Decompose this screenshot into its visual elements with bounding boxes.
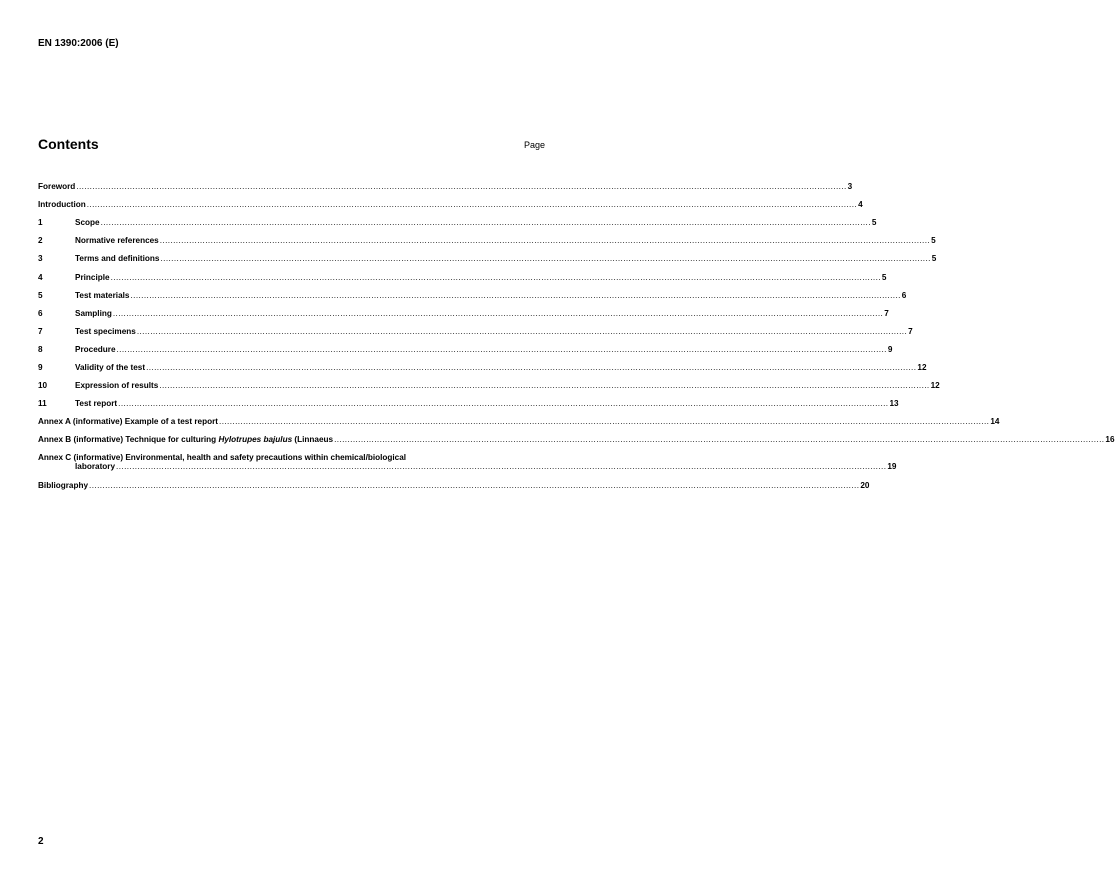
toc-entry-title: Terms and definitions (75, 254, 160, 264)
dot-leader (87, 200, 857, 209)
toc-entry-page: 3 (847, 182, 853, 192)
dot-leader (118, 399, 888, 408)
toc-entry-title: Introduction (38, 200, 86, 210)
toc-entry[interactable] (38, 390, 899, 409)
toc-entry-page: 13 (889, 399, 899, 409)
toc-entry-number: 8 (38, 344, 43, 354)
toc-entry-title: Bibliography (38, 480, 89, 490)
toc-entry-title: Test report (75, 399, 118, 409)
toc-entry-title: Procedure (75, 344, 116, 354)
toc-entry-page: 12 (917, 363, 927, 373)
toc-entry-title: Principle (75, 272, 110, 282)
toc-entry-title: Annex B (informative) Technique for culturing Hylotrupes bajulus (Linnaeus (38, 435, 334, 445)
toc-entry-title: Foreword (38, 182, 76, 192)
contents-heading: Contents (38, 136, 99, 152)
table-of-contents (38, 173, 1115, 490)
toc-entry-title-line1: Annex C (informative) Environmental, health and safety precautions within chemical/biological (38, 453, 407, 463)
toc-entry-title: Sampling (75, 308, 112, 318)
toc-entry[interactable] (38, 209, 877, 228)
page-column-label: Page (523, 140, 545, 150)
toc-entry-number: 6 (38, 308, 43, 318)
dot-leader (89, 481, 859, 490)
toc-entry-number: 1 (38, 218, 43, 228)
toc-entry[interactable] (38, 318, 913, 336)
toc-entry-page: 20 (860, 480, 870, 490)
toc-entry[interactable] (38, 354, 927, 373)
toc-entry[interactable] (38, 372, 940, 391)
toc-entry-title: Expression of results (75, 381, 159, 391)
dot-leader (334, 435, 1104, 444)
dot-leader (137, 327, 907, 336)
dot-leader (160, 254, 930, 263)
dot-leader (146, 363, 916, 372)
toc-entry-bibliography[interactable] (38, 471, 870, 490)
document-id: EN 1390:2006 (E) (38, 38, 119, 49)
toc-entry-page: 5 (931, 236, 936, 246)
dot-leader (113, 309, 883, 318)
toc-entry-page: 19 (887, 462, 897, 472)
toc-entry-annex-c[interactable] (38, 444, 897, 472)
dot-leader (219, 417, 989, 426)
dot-leader (111, 273, 881, 282)
toc-entry[interactable] (38, 336, 893, 354)
dot-leader (130, 291, 900, 300)
toc-entry-page: 9 (887, 344, 893, 354)
toc-entry-number: 3 (38, 254, 43, 264)
toc-entry-page: 7 (884, 308, 889, 318)
toc-entry-number: 7 (38, 326, 43, 336)
toc-entry-number: 11 (38, 399, 47, 409)
toc-entry[interactable] (38, 173, 853, 192)
toc-entry-page: 5 (881, 272, 887, 282)
toc-entry-number: 2 (38, 236, 43, 246)
dot-leader (116, 462, 886, 471)
toc-entry[interactable] (38, 408, 1000, 427)
toc-entry[interactable] (38, 263, 887, 282)
toc-entry-page: 14 (990, 417, 1000, 427)
toc-entry-page: 5 (931, 254, 937, 264)
toc-entry-title: Scope (75, 218, 100, 228)
dot-leader (159, 381, 929, 390)
dot-leader (76, 182, 846, 191)
toc-entry-title: Test specimens (75, 326, 136, 336)
toc-entry[interactable] (38, 245, 937, 264)
toc-entry-annex-b[interactable] (38, 426, 1115, 445)
toc-entry[interactable] (38, 300, 889, 318)
dot-leader (160, 236, 930, 245)
toc-entry-title-line2: laboratory (75, 462, 116, 472)
toc-entry-number: 10 (38, 381, 48, 391)
toc-entry[interactable] (38, 191, 863, 210)
toc-entry-page: 16 (1105, 435, 1115, 445)
toc-entry-title: Test materials (75, 290, 130, 300)
dot-leader (101, 218, 871, 227)
toc-entry-page: 12 (930, 381, 940, 391)
toc-entry-title: Normative references (75, 236, 159, 246)
toc-entry[interactable] (38, 227, 936, 246)
dot-leader (117, 345, 887, 354)
toc-entry-page: 6 (901, 290, 907, 300)
toc-entry[interactable] (38, 282, 907, 300)
toc-entry-title: Validity of the test (75, 363, 146, 373)
page-number: 2 (38, 836, 44, 847)
toc-entry-number: 4 (38, 272, 43, 282)
toc-entry-number: 9 (38, 363, 43, 373)
toc-entry-page: 5 (871, 218, 877, 228)
toc-entry-page: 4 (858, 200, 863, 210)
toc-entry-number: 5 (38, 290, 43, 300)
toc-entry-title: Annex A (informative) Example of a test report (38, 417, 219, 427)
toc-entry-page: 7 (908, 326, 913, 336)
